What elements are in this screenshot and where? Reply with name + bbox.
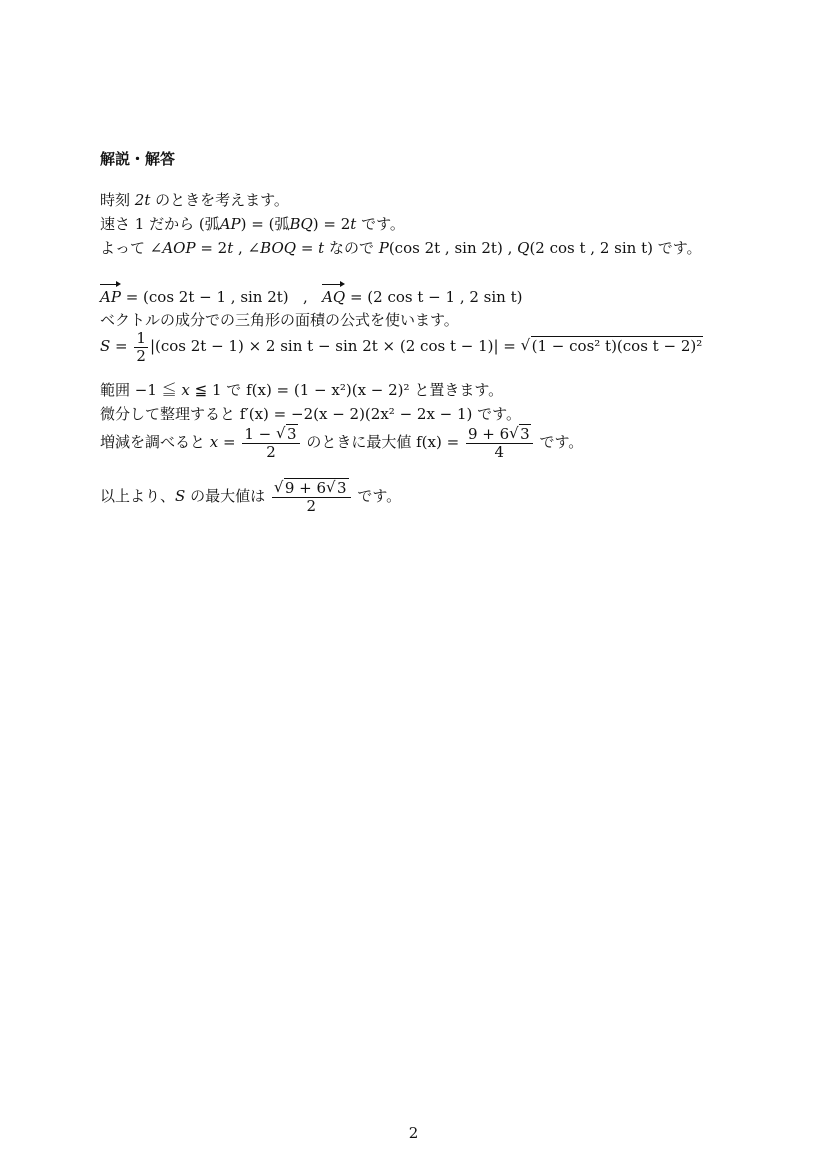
text-line-area [100, 329, 703, 365]
fraction-denominator: 4 [494, 442, 505, 461]
fraction-answer [272, 480, 351, 515]
sqrt-inner [326, 480, 348, 497]
vector-ap: AP [100, 288, 121, 306]
text-segment: = [218, 433, 241, 451]
math-aop: AOP [162, 239, 196, 257]
math-f-definition: f(x) = (1 − x²)(x − 2)² [246, 381, 410, 399]
text-segment: = [296, 239, 319, 257]
text-segment: です。 [352, 487, 402, 505]
fraction-numerator [242, 426, 299, 444]
fraction-numerator [272, 480, 351, 498]
text-line-formula-intro: ベクトルの成分での三角形の面積の公式を使います。 [100, 311, 459, 329]
text-segment: です。 [472, 405, 521, 423]
text-separator: , [288, 288, 323, 306]
sqrt-expression [274, 480, 349, 497]
text-segment: = [441, 433, 464, 451]
text-segment: 時刻 [100, 191, 135, 209]
sqrt-expression [521, 329, 704, 363]
text-line-angles [100, 238, 702, 258]
math-boq: BOQ [260, 239, 297, 257]
text-segment: = [110, 337, 133, 355]
fraction-max-value [466, 426, 533, 461]
text-segment: のときに最大値 [301, 433, 417, 451]
text-segment: です。 [652, 239, 702, 257]
text-segment: なので [324, 239, 379, 257]
fraction-denominator: 2 [136, 346, 146, 365]
text-segment: 9 + 6 [284, 478, 327, 497]
math-s: S [175, 487, 186, 505]
text-segment: の最大値は [185, 487, 270, 505]
fraction-x-value [242, 426, 299, 461]
sqrt-expression [276, 426, 298, 443]
math-ap: AP [219, 215, 241, 233]
text-segment: ) = 2 [312, 215, 351, 233]
text-segment: です。 [534, 433, 584, 451]
fraction-numerator: 1 [136, 328, 146, 347]
math-ap-value: = (cos 2t − 1 , sin 2t) [120, 288, 289, 306]
text-line-range [100, 380, 503, 400]
text-segment: 1 − [244, 424, 277, 443]
math-area-expression: |(cos 2t − 1) × 2 sin t − sin 2t × (2 cos t − 1)| = [149, 337, 521, 355]
math-aq-value: = (2 cos t − 1 , 2 sin t) [345, 288, 523, 306]
sqrt-expression [509, 426, 531, 443]
sqrt-radicand [284, 478, 349, 497]
text-line-vectors [100, 287, 522, 307]
math-t: t [318, 239, 325, 257]
text-segment: よって ∠ [100, 239, 163, 257]
text-line-maximum [100, 424, 583, 461]
math-t: t [227, 239, 234, 257]
page-number: 2 [408, 1124, 419, 1142]
math-t: t [350, 215, 357, 233]
fraction-numerator [466, 426, 533, 444]
section-heading: 解説・解答 [100, 150, 176, 168]
sqrt-radicand: 3 [337, 478, 347, 497]
math-q-coord: (2 cos t , 2 sin t) [529, 239, 653, 257]
fraction-denominator: 2 [266, 442, 276, 461]
text-line-conclusion [100, 476, 401, 516]
math-x: x [209, 433, 219, 451]
math-q: Q [517, 239, 530, 257]
math-s: S [100, 337, 111, 355]
text-segment: 9 + 6 [467, 424, 510, 443]
math-p: P [378, 239, 389, 257]
text-segment: です。 [356, 215, 405, 233]
text-line-time [100, 190, 289, 210]
math-x: x [181, 381, 190, 399]
text-segment: と置きます。 [409, 381, 504, 399]
text-line-derivative [100, 404, 521, 424]
math-p-coord: (cos 2t , sin 2t) [388, 239, 503, 257]
sqrt-radicand: 3 [287, 424, 297, 443]
text-segment: , ∠ [233, 239, 261, 257]
text-segment: = 2 [195, 239, 228, 257]
text-segment: 増減を調べると [100, 433, 210, 451]
text-segment: 範囲 −1 ≦ [100, 381, 182, 399]
math-bq: BQ [289, 215, 313, 233]
sqrt-radicand: (1 − cos² t)(cos t − 2)² [531, 337, 703, 355]
math-derivative: f′(x) = −2(x − 2)(2x² − 2x − 1) [239, 405, 473, 423]
math-2t: 2t [134, 191, 151, 209]
fraction-half [134, 330, 148, 365]
fraction-denominator: 2 [306, 496, 316, 515]
sqrt-radicand: 3 [520, 424, 530, 443]
text-segment: , [502, 239, 518, 257]
text-segment: のときを考えます。 [150, 191, 289, 209]
text-segment: 以上より、 [100, 487, 176, 505]
math-f: f(x) [416, 433, 442, 451]
vector-aq: AQ [322, 288, 346, 306]
text-segment: 微分して整理すると [100, 405, 240, 423]
text-segment: ) = (弧 [240, 215, 290, 233]
text-segment: ≦ 1 で [189, 381, 247, 399]
text-line-arc [100, 214, 405, 234]
text-segment: 速さ 1 だから (弧 [100, 215, 220, 233]
